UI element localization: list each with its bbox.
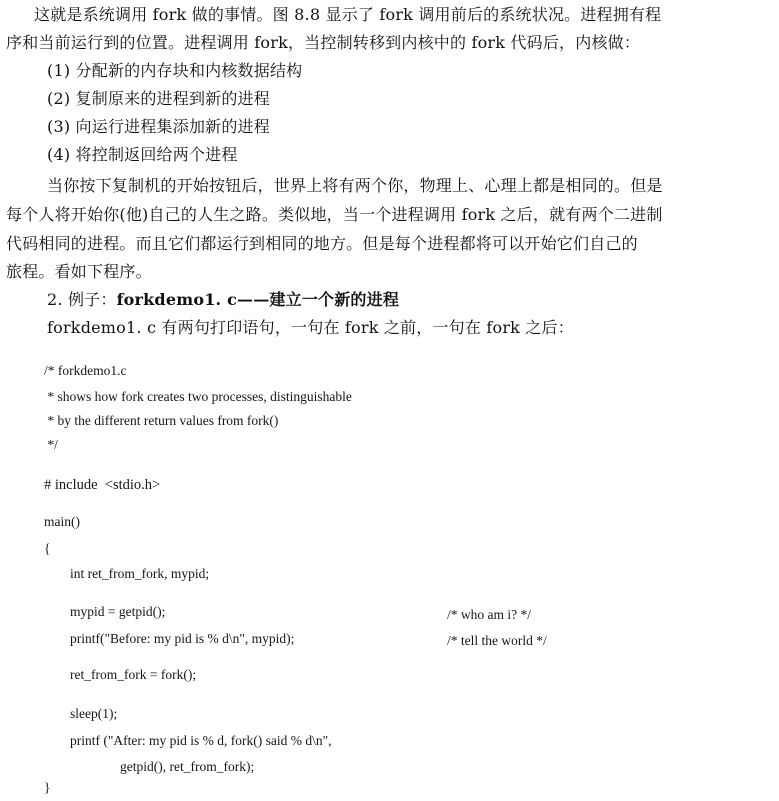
code-printf-comment: /* tell the world */ <box>447 633 547 648</box>
code-getpid-comment: /* who am i? */ <box>447 607 531 622</box>
paragraph-line: 这就是系统调用 fork 做的事情。图 8.8 显示了 fork 调用前后的系统状况。进程拥有程 <box>34 5 662 24</box>
code-comment-line: * shows how fork creates two processes, distinguishable <box>44 389 352 404</box>
code-fork-statement: ret_from_fork = fork(); <box>70 667 197 682</box>
paragraph-line: 旅程。看如下程序。 <box>6 262 152 281</box>
section-heading <box>47 290 399 310</box>
step-item: (1) 分配新的内存块和内核数据结构 <box>47 61 303 80</box>
section-number: 2. 例子： <box>47 290 117 309</box>
code-close-brace: } <box>44 780 51 795</box>
code-printf-before: printf("Before: my pid is % d\n", mypid); <box>70 631 295 646</box>
code-comment-line: /* forkdemo1.c <box>44 363 127 378</box>
section-title: forkdemo1. c——建立一个新的进程 <box>116 290 400 309</box>
code-getpid-statement: mypid = getpid(); <box>70 604 166 619</box>
code-comment-line: */ <box>44 437 58 452</box>
step-item: (4) 将控制返回给两个进程 <box>47 145 238 164</box>
code-sleep-statement: sleep(1); <box>70 706 118 721</box>
paragraph-line: 序和当前运行到的位置。进程调用 fork，当控制转移到内核中的 fork 代码后，内核做： <box>6 33 641 52</box>
code-printf-after: printf ("After: my pid is % d, fork() said % d\n", <box>70 733 332 748</box>
code-open-brace: { <box>44 541 51 556</box>
paragraph-line: 当你按下复制机的开始按钮后，世界上将有两个你，物理上、心理上都是相同的。但是 <box>47 176 663 195</box>
paragraph-line: 每个人将开始你(他)自己的人生之路。类似地，当一个进程调用 fork 之后，就有两个二进制 <box>6 205 663 224</box>
code-comment-line: * by the different return values from fork() <box>44 413 279 428</box>
code-declaration: int ret_from_fork, mypid; <box>70 566 210 581</box>
code-printf-after-args: getpid(), ret_from_fork); <box>120 759 255 774</box>
paragraph-line: 代码相同的进程。而且它们都运行到相同的地方。但是每个进程都将可以开始它们自己的 <box>6 234 638 253</box>
code-main-decl: main() <box>44 514 80 529</box>
code-include: # include <stdio.h> <box>44 477 161 493</box>
step-item: (3) 向运行进程集添加新的进程 <box>47 117 270 136</box>
step-item: (2) 复制原来的进程到新的进程 <box>47 89 270 108</box>
intro-text: forkdemo1. c 有两句打印语句，一句在 fork 之前，一句在 fork 之后： <box>47 318 574 337</box>
